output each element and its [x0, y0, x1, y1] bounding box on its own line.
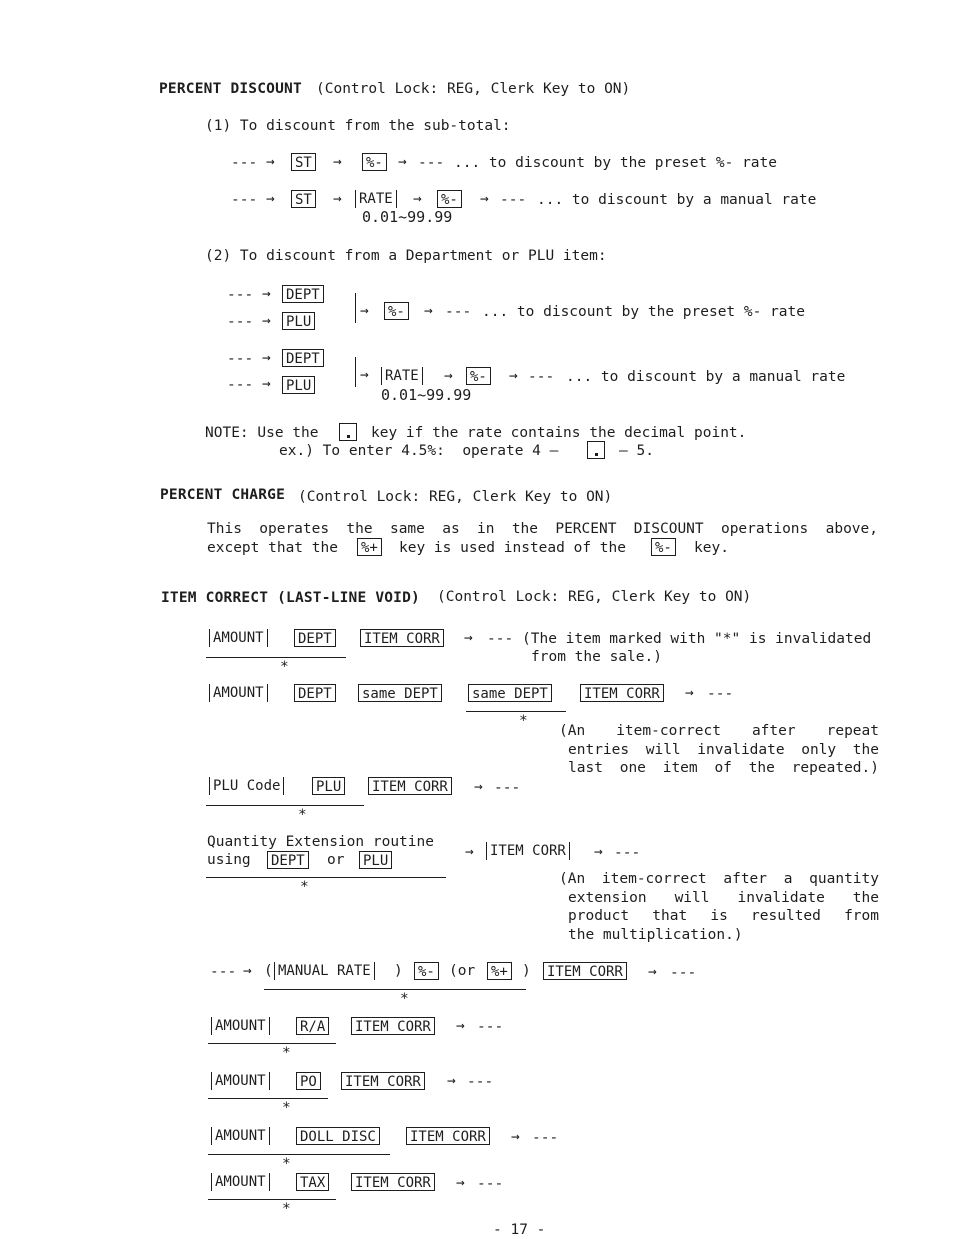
charge-line2: except that the [207, 540, 338, 556]
underline [208, 1199, 336, 1200]
paren-open: ( [264, 963, 273, 979]
dept-key: DEPT [267, 851, 309, 869]
charge-line1: This operates the same as in the PERCENT DISCOUNT operations above, [207, 521, 878, 537]
doll-disc-key: DOLL DISC [296, 1127, 380, 1145]
decimal-point-key [587, 441, 605, 459]
underline [466, 711, 566, 712]
dash: --- [707, 686, 734, 702]
item-corr-key: ITEM CORR [351, 1017, 435, 1035]
dept-key: DEPT [282, 349, 324, 367]
charge-heading: PERCENT CHARGE [160, 487, 286, 503]
qty-note-4: the multiplication.) [568, 927, 743, 943]
dash: --- [532, 1130, 559, 1146]
arrow-icon: → [480, 191, 489, 207]
percent-minus-key: %- [437, 190, 462, 208]
or-paren: (or [449, 963, 476, 979]
dash: --- [231, 155, 258, 171]
dash: --- [231, 192, 258, 208]
arrow-icon: → [685, 685, 694, 701]
arrow-icon: → [243, 963, 252, 979]
underline [264, 989, 526, 990]
rate-input: RATE [355, 190, 397, 208]
dash: --- [467, 1074, 494, 1090]
amount-input: AMOUNT [209, 629, 268, 647]
arrow-icon: → [648, 964, 657, 980]
note-line2: ex.) To enter 4.5%: operate 4 – [279, 443, 559, 459]
arrow-icon: → [333, 191, 342, 207]
dash: --- [418, 155, 445, 171]
manual-rate-input: MANUAL RATE [274, 962, 375, 980]
amount-input: AMOUNT [211, 1127, 270, 1145]
item-corr-key: ITEM CORR [406, 1127, 490, 1145]
qty-or: or [327, 852, 345, 868]
dash: --- [477, 1019, 504, 1035]
arrow-icon: → [474, 779, 483, 795]
invalid-note-1: (The item marked with "*" is invalidated [522, 631, 872, 647]
bracket [345, 293, 356, 323]
discount-heading: PERCENT DISCOUNT [159, 81, 302, 97]
arrow-icon: → [266, 154, 275, 170]
correct-heading: ITEM CORRECT (LAST-LINE VOID) [161, 590, 420, 606]
dept-key: DEPT [282, 285, 324, 303]
discount-sub2: (2) To discount from a Department or PLU item: [205, 248, 607, 264]
dash: --- [477, 1176, 504, 1192]
arrow-icon: → [447, 1073, 456, 1089]
item-corr-key: ITEM CORR [368, 777, 452, 795]
arrow-icon: → [262, 350, 271, 366]
discount-heading-note: (Control Lock: REG, Clerk Key to ON) [316, 81, 631, 97]
arrow-icon: → [398, 154, 407, 170]
charge-line2-mid: key is used instead of the [399, 540, 626, 556]
plu-key: PLU [282, 312, 315, 330]
same-dept-key: same DEPT [468, 684, 552, 702]
arrow-icon: → [262, 313, 271, 329]
repeat-note-1: (An item-correct after repeat [559, 723, 879, 739]
qty-note-2: extension will invalidate the [568, 890, 879, 906]
ra-key: R/A [296, 1017, 329, 1035]
bracket [345, 357, 356, 387]
dash: --- [500, 192, 527, 208]
star-mark: * [282, 1201, 291, 1217]
amount-input: AMOUNT [211, 1173, 270, 1191]
decimal-point-key [339, 423, 357, 441]
percent-minus-key: %- [362, 153, 387, 171]
star-mark: * [282, 1100, 291, 1116]
star-mark: * [280, 659, 289, 675]
note-line2-rest: – 5. [619, 443, 654, 459]
underline [206, 657, 346, 658]
item-corr-key: ITEM CORR [360, 629, 444, 647]
correct-heading-note: (Control Lock: REG, Clerk Key to ON) [437, 589, 752, 605]
underline [208, 1098, 328, 1099]
preset-rate-text: ... to discount by the preset %- rate [482, 304, 806, 320]
page-number: - 17 - [493, 1222, 546, 1238]
dash: --- [528, 369, 555, 385]
rate-input: RATE [381, 367, 423, 385]
st-key: ST [291, 190, 316, 208]
star-mark: * [282, 1045, 291, 1061]
dash: --- [227, 314, 254, 330]
percent-minus-key: %- [651, 538, 676, 556]
arrow-icon: → [594, 844, 603, 860]
arrow-icon: → [333, 154, 342, 170]
star-mark: * [298, 807, 307, 823]
manual-rate-text: ... to discount by a manual rate [566, 369, 846, 385]
arrow-icon: → [456, 1018, 465, 1034]
arrow-icon: → [511, 1129, 520, 1145]
discount-sub1: (1) To discount from the sub-total: [205, 118, 511, 134]
arrow-icon: → [266, 191, 275, 207]
star-mark: * [400, 991, 409, 1007]
arrow-icon: → [262, 286, 271, 302]
preset-rate-text: ... to discount by the preset %- rate [454, 155, 778, 171]
item-corr-key: ITEM CORR [486, 842, 570, 860]
percent-minus-key: %- [466, 367, 491, 385]
qty-label-1: Quantity Extension routine [207, 834, 434, 850]
qty-note-3: product that is resulted from [568, 908, 879, 924]
underline [206, 877, 446, 878]
rate-range: 0.01~99.99 [381, 386, 472, 404]
po-key: PO [296, 1072, 321, 1090]
amount-input: AMOUNT [211, 1072, 270, 1090]
percent-plus-key: %+ [487, 962, 512, 980]
paren-close: ) [394, 963, 403, 979]
percent-plus-key: %+ [357, 538, 382, 556]
dash: --- [670, 965, 697, 981]
arrow-icon: → [509, 368, 518, 384]
dash: --- [210, 964, 237, 980]
percent-minus-key: %- [414, 962, 439, 980]
dash: --- [445, 304, 472, 320]
plu-key: PLU [359, 851, 392, 869]
repeat-note-2: entries will invalidate only the [568, 742, 879, 758]
underline [206, 805, 364, 806]
amount-input: AMOUNT [211, 1017, 270, 1035]
underline [208, 1154, 390, 1155]
charge-line2-end: key. [694, 540, 729, 556]
same-dept-key: same DEPT [358, 684, 442, 702]
repeat-note-3: last one item of the repeated.) [568, 760, 879, 776]
item-corr-key: ITEM CORR [543, 962, 627, 980]
arrow-icon: → [424, 303, 433, 319]
arrow-icon: → [444, 368, 453, 384]
dash: --- [487, 631, 514, 647]
arrow-icon: → [360, 367, 369, 383]
arrow-icon: → [413, 191, 422, 207]
arrow-icon: → [360, 303, 369, 319]
dash: --- [227, 287, 254, 303]
arrow-icon: → [465, 844, 474, 860]
item-corr-key: ITEM CORR [580, 684, 664, 702]
percent-minus-key: %- [384, 302, 409, 320]
plu-code-input: PLU Code [209, 777, 284, 795]
qty-note-1: (An item-correct after a quantity [559, 871, 879, 887]
paren-close: ) [522, 963, 531, 979]
amount-input: AMOUNT [209, 684, 268, 702]
rate-range: 0.01~99.99 [362, 208, 453, 226]
dept-key: DEPT [294, 684, 336, 702]
dash: --- [494, 780, 521, 796]
invalid-note-2: from the sale.) [531, 649, 662, 665]
plu-key: PLU [312, 777, 345, 795]
charge-heading-note: (Control Lock: REG, Clerk Key to ON) [298, 489, 613, 505]
note-line1: NOTE: Use the [205, 425, 319, 441]
star-mark: * [300, 879, 309, 895]
arrow-icon: → [456, 1175, 465, 1191]
tax-key: TAX [296, 1173, 329, 1191]
arrow-icon: → [262, 376, 271, 392]
note-line1-rest: key if the rate contains the decimal point. [371, 425, 747, 441]
arrow-icon: → [464, 630, 473, 646]
star-mark: * [282, 1156, 291, 1172]
plu-key: PLU [282, 376, 315, 394]
dept-key: DEPT [294, 629, 336, 647]
dash: --- [227, 351, 254, 367]
underline [208, 1043, 336, 1044]
item-corr-key: ITEM CORR [341, 1072, 425, 1090]
item-corr-key: ITEM CORR [351, 1173, 435, 1191]
dash: --- [614, 845, 641, 861]
qty-label-2: using [207, 852, 251, 868]
dash: --- [227, 377, 254, 393]
st-key: ST [291, 153, 316, 171]
manual-rate-text: ... to discount by a manual rate [537, 192, 817, 208]
star-mark: * [519, 713, 528, 729]
